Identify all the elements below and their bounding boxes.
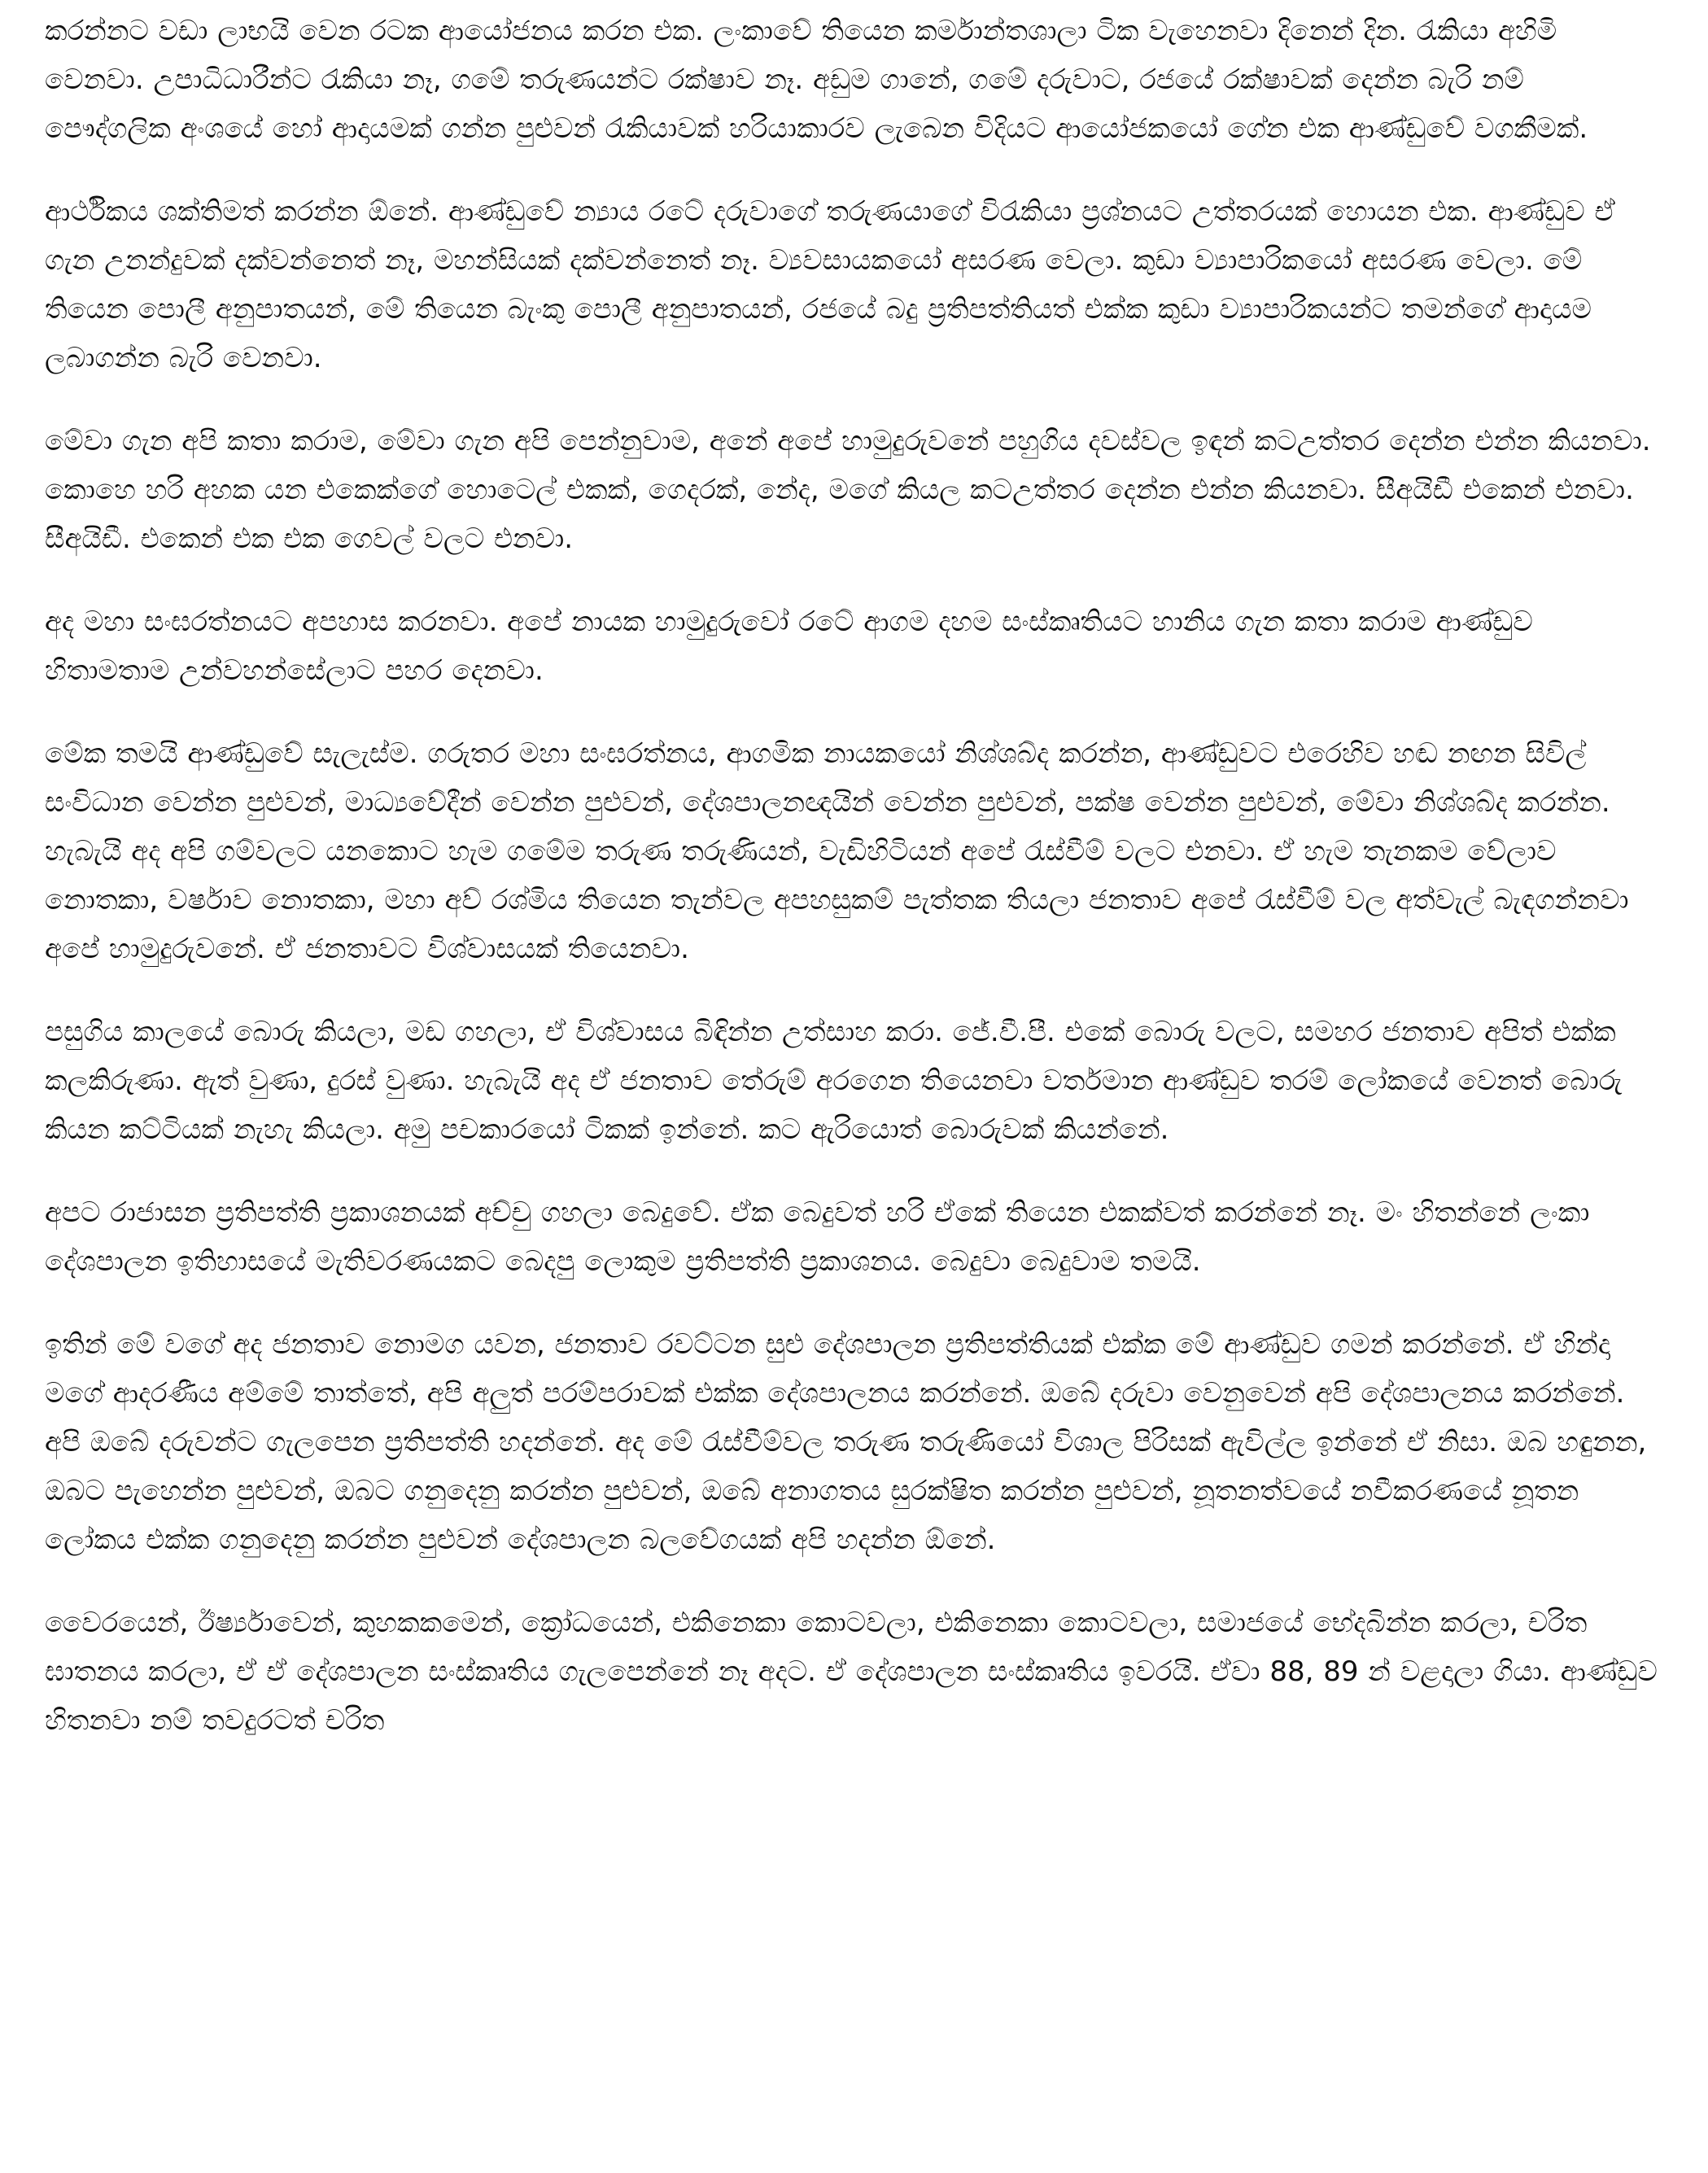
paragraph-7: අපට රාජාසන ප්‍රතිපත්ති ප්‍රකාශනයක් අච්චු ගහලා බෙදුවේ. ඒක බෙදුවත් හරි ඒකේ තියෙන එකක්වත් කරන්නේ නෑ. මං හිතන්නේ ලංකා දේශපාලන ඉතිහාසයේ මැතිවරණයකට බෙදපු ලොකුම ප්‍රතිපත්ති ප්‍රකාශනය. බෙදුවා බෙදුවාම තමයි. [45,1196,1590,1278]
paragraph-5: මේක තමයි ආණ්ඩුවේ සැලැස්ම. ගරුතර මහා සංඝරත්නය, ආගමික නායකයෝ නිශ්ශබ්ද කරන්න, ආණ්ඩුවට එරෙහිව හඬ නඟන සිවිල් සංවිධාන වෙන්න පුළුවන්, මාධ්‍යවේදීන් වෙන්න පුළුවන්, දේශපාලනඥයින් වෙන්න පුළුවන්, පක්ෂ වෙන්න පුළුවන්, මේවා නිශ්ශබ්ද කරන්න. හැබැයි අද අපි ගම්වලට යනකොට හැම ගමේම තරුණ තරුණියන්, වැඩිහිටියන් අපේ රැස්වීම් වලට එනවා. ඒ හැම තැනකම වේලාව නොතකා, වර්ෂාව නොතකා, මහා අව් රශ්මිය තියෙන තැන්වල අපහසුකම් පැත්තක තියලා ජනතාව අපේ රැස්වීම් වල අත්වැල් බැඳගන්නවා අපේ හාමුදුරුවනේ. ඒ ජනතාවට විශ්වාසයක් තියෙනවා. [45,737,1629,965]
paragraph-4: අද මහා සංඝරත්නයට අපහාස කරනවා. අපේ නායක හාමුදුරුවෝ රටේ ආගම දහම සංස්කෘතියට හානිය ගැන කතා කරාම ආණ්ඩුව හිතාමතාම උන්වහන්සේලාට පහර දෙනවා. [45,606,1533,687]
paragraph-9: වෛරයෙන්, ඊර්ෂ්‍යාවෙන්, කුහකකමෙන්, ක්‍රෝධයෙන්, එකිනෙකා කොටවලා, එකිනෙකා කොටවලා, සමාජයේ භේදබින්න කරලා, චරිත ඝාතනය කරලා, ඒ ඒ දේශපාලන සංස්කෘතිය ගැලපෙන්නේ නෑ අදට. ඒ දේශපාලන සංස්කෘතිය ඉවරයි. ඒවා 88, 89 න් වළදාලා ගියා. ආණ්ඩුව හිතනවා නම් තවදුරටත් චරිත [45,1607,1658,1737]
paragraph-6: පසුගිය කාලයේ බොරු කියලා, මඩ ගහලා, ඒ විශ්වාසය බිඳින්න උත්සාහ කරා. ජේ.වී.පී. එකේ බොරු වලට, සමහර ජනතාව අපිත් එක්ක කලකිරුණා. ඇත් වුණා, දුරස් වුණා. හැබැයි අද ඒ ජනතාව තේරුම් අරගෙන තියෙනවා වර්තමාන ආණ්ඩුව තරම් ලෝකයේ වෙනත් බොරු කියන කට්ටියක් නැහැ කියලා. අමු පචකාරයෝ ටිකක් ඉන්නේ. කට ඇරියොත් බොරුවක් කියන්නේ. [45,1016,1623,1146]
paragraph-2: ආර්ථිකය ශක්තිමත් කරන්න ඕනේ. ආණ්ඩුවේ න්‍යාය රටේ දරුවාගේ තරුණයාගේ විරැකියා ප්‍රශ්නයට උත්තරයක් හොයන එක. ආණ්ඩුව ඒ ගැන උනන්දුවක් දක්වන්නෙත් නෑ, මහන්සියක් දක්වන්නෙත් නෑ. ව්‍යවසායකයෝ අසරණ වෙලා. කුඩා ව්‍යාපාරිකයෝ අසරණ වෙලා. මේ තියෙන පොලී අනුපාතයන්, මේ තියෙන බැංකු පොලී අනුපාතයන්, රජයේ බදු ප්‍රතිපත්තියත් එක්ක කුඩා ව්‍යාපාරිකයන්ට තමන්ගේ ආදායම ලබාගන්න බැරි වෙනවා. [45,195,1615,374]
paragraph-3: මේවා ගැන අපි කතා කරාම, මේවා ගැන අපි පෙන්නුවාම, අනේ අපේ හාමුදුරුවනේ පහුගිය දවස්වල ඉඳන් කටඋත්තර දෙන්න එන්න කියනවා. කොහෙ හරි අහක යන එකෙක්ගේ හොටෙල් එකක්, ගෙදරක්, නේද, මගේ කියල කටඋත්තර දෙන්න එන්න කියනවා. සීඅයිඩී එකෙන් එනවා. සීඅයිඩී. එකෙන් එක එක ගෙවල් වලට එනවා. [45,425,1651,555]
paragraph-1: කරන්නට වඩා ලාභයි වෙන රටක ආයෝජනය කරන එක. ලංකාවේ තියෙන කර්මාන්තශාලා ටික වැහෙනවා දිනෙන් දින. රැකියා අහිමි වෙනවා. උපාධිධාරීන්ට රැකියා නෑ, ගමේ තරුණයන්ට රක්ෂාව නෑ. අඩුම ගානේ, ගමේ දරුවාට, රජයේ රක්ෂාවක් දෙන්න බැරි නම් පෞද්ගලික අංශයේ හෝ ආදායමක් ගන්න පුළුවන් රැකියාවක් හරියාකාරව ලැබෙන විදියට ආයෝජකයෝ ගේන එක ආණ්ඩුවේ වගකීමක්. [45,15,1588,145]
paragraph-8: ඉතින් මේ වගේ අද ජනතාව නොමග යවන, ජනතාව රවට්ටන සුළු දේශපාලන ප්‍රතිපත්තියක් එක්ක මේ ආණ්ඩුව ගමන් කරන්නේ. ඒ හින්දා මගේ ආදරණීය අම්මේ තාත්තේ, අපි අලුත් පරම්පරාවක් එක්ක දේශපාලනය කරන්නේ. ඔබේ දරුවා වෙනුවෙන් අපි දේශපාලනය කරන්නේ. අපි ඔබේ දරුවන්ට ගැලපෙන ප්‍රතිපත්ති හදන්නේ. අද මේ රැස්වීම්වල තරුණ තරුණියෝ විශාල පිරිසක් ඇවිල්ල ඉන්නේ ඒ නිසා. ඔබ හඳුනන, ඔබට පැහෙන්න පුළුවන්, ඔබට ගනුදෙනු කරන්න පුළුවන්, ඔබේ අනාගතය සුරක්ෂිත කරන්න පුළුවන්, නූතනත්වයේ නවීකරණයේ නූතන ලෝකය එක්ක ගනුදෙනු කරන්න පුළුවන් දේශපාලන බලවේගයක් අපි හදන්න ඕනේ. [45,1328,1647,1556]
